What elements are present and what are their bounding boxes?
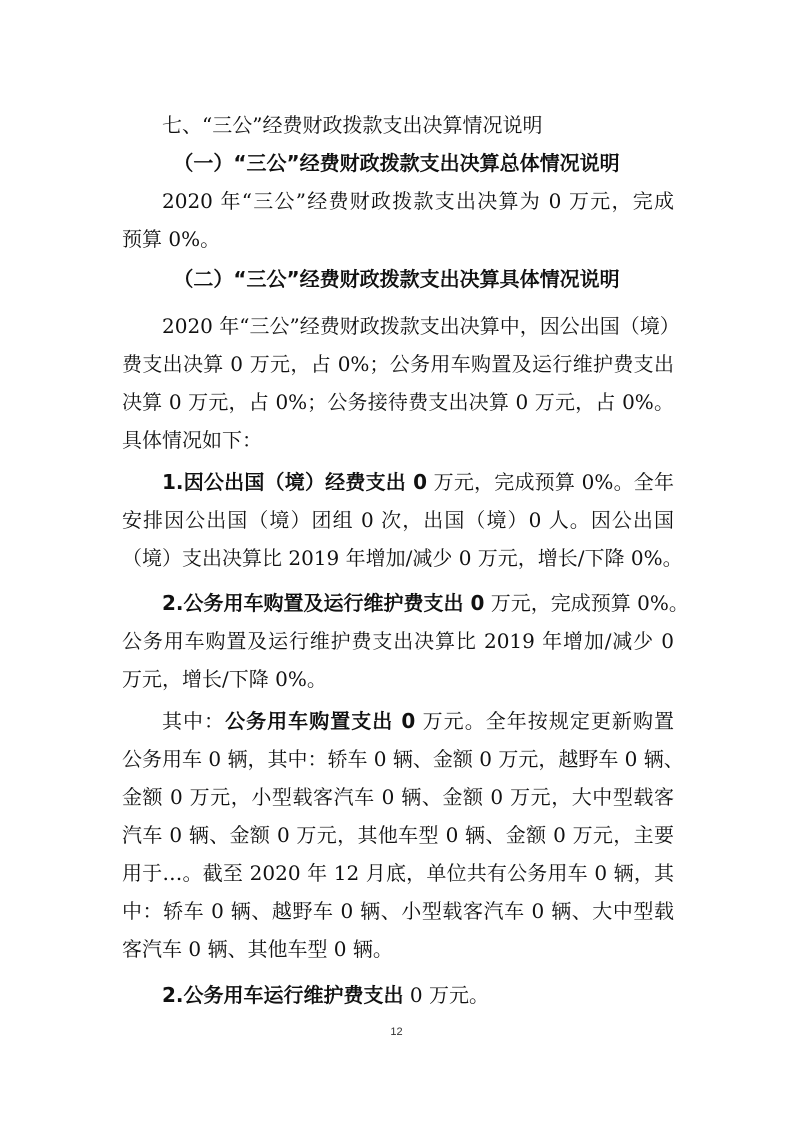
paragraph-line: 安排因公出国（境）团组 0 次，出国（境）0 人。因公出国 <box>122 508 674 532</box>
paragraph-line: 公务用车 0 辆，其中：轿车 0 辆、金额 0 万元，越野车 0 辆、 <box>122 747 684 771</box>
paragraph-line: 汽车 0 辆、金额 0 万元，其他车型 0 辆、金额 0 万元，主要 <box>122 823 674 847</box>
page-number: 12 <box>390 1026 403 1038</box>
item-2b-text: 0 万元。 <box>403 983 489 1007</box>
paragraph-line: 2020 年“三公”经费财政拨款支出决算中，因公出国（境） <box>162 314 680 338</box>
paragraph-line: 中：轿车 0 辆、越野车 0 辆、小型载客汽车 0 辆、大中型载 <box>122 899 674 923</box>
paragraph-line: 公务用车购置及运行维护费支出决算比 2019 年增加/减少 0 <box>122 629 674 653</box>
paragraph-line: 决算 0 万元，占 0%；公务接待费支出决算 0 万元，占 0%。 <box>122 390 674 414</box>
item-1-text: 万元，完成预算 0%。全年 <box>427 470 674 494</box>
subsection-title-2: （二）“三公”经费财政拨款支出决算具体情况说明 <box>173 267 620 291</box>
paragraph-line: 万元，增长/下降 0%。 <box>122 667 327 691</box>
item-2b-title: 2.公务用车运行维护费支出 <box>162 983 404 1007</box>
item-2-first-line <box>162 590 689 616</box>
item-1-first-line <box>162 469 674 495</box>
item-2b-line <box>162 982 674 1008</box>
item-1-title: 1.因公出国（境）经费支出 0 <box>162 470 428 494</box>
purchase-text: 万元。全年按规定更新购置 <box>415 709 674 733</box>
item-2-title: 2.公务用车购置及运行维护费支出 0 <box>162 591 485 615</box>
paragraph-line: 用于…。截至 2020 年 12 月底，单位共有公务用车 0 辆，其 <box>122 861 674 885</box>
paragraph-line: 费支出决算 0 万元，占 0%；公务用车购置及运行维护费支出 <box>122 352 674 376</box>
paragraph-line: 预算 0%。 <box>122 227 221 251</box>
paragraph-line: 金额 0 万元，小型载客汽车 0 辆、金额 0 万元，大中型载客 <box>122 785 674 809</box>
section-heading: 七、“三公”经费财政拨款支出决算情况说明 <box>162 113 543 137</box>
paragraph-line: 具体情况如下： <box>122 428 262 452</box>
paragraph-line: 2020 年“三公”经费财政拨款支出决算为 0 万元，完成 <box>162 189 674 213</box>
subsection-title-1: （一）“三公”经费财政拨款支出决算总体情况说明 <box>173 151 620 175</box>
purchase-first-line <box>162 708 674 734</box>
purchase-title: 公务用车购置支出 0 <box>225 709 416 733</box>
paragraph-line: （境）支出决算比 2019 年增加/减少 0 万元，增长/下降 0%。 <box>122 546 683 570</box>
item-2-text: 万元，完成预算 0%。 <box>484 591 689 615</box>
purchase-lead: 其中： <box>162 709 226 733</box>
paragraph-line: 客汽车 0 辆、其他车型 0 辆。 <box>122 937 393 961</box>
